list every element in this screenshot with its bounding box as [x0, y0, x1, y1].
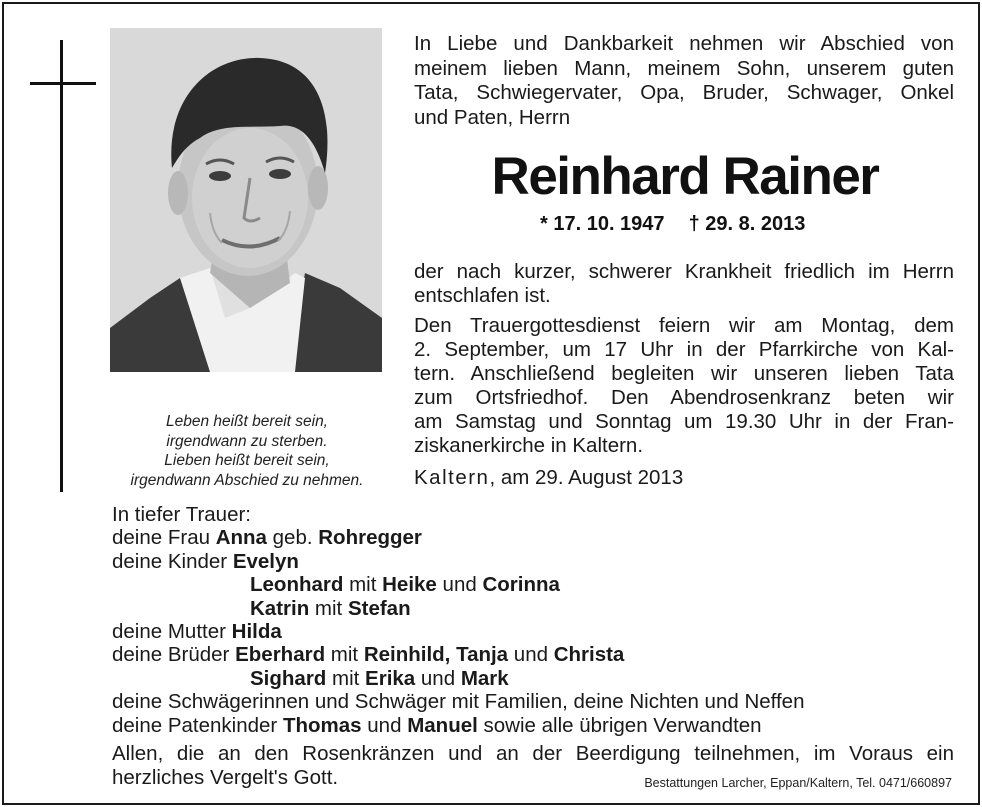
mourner-name: Thomas: [282, 713, 362, 737]
quote-line: irgendwann zu sterben.: [166, 432, 328, 450]
intro-line: und Paten, Herrn: [414, 105, 571, 129]
relation-label: deine Brüder: [112, 643, 236, 667]
quote-block: [108, 412, 386, 490]
mourner-name: Christa: [553, 643, 625, 667]
text-line: am Samstag und Sonntag um 19.30 Uhr in der Fran-: [414, 410, 954, 433]
portrait-photo: [110, 28, 382, 372]
text-line: Allen, die an den Rosenkränzen und an der Beerdigung teilnehmen, im Voraus ein: [112, 742, 954, 765]
cross-icon-vertical: [60, 40, 63, 492]
notice-date: , am 29. August 2013: [489, 466, 684, 489]
mourner-name: Mark: [460, 666, 509, 690]
text-line: 2. September, um 17 Uhr in der Pfarrkirche von Kal-: [414, 338, 954, 361]
mourner-row-children: [112, 597, 962, 620]
intro-text: [414, 32, 954, 130]
cross-icon-horizontal: [30, 82, 96, 85]
connector-text: und: [361, 713, 408, 737]
undertaker-credit: Bestattungen Larcher, Eppan/Kaltern, Tel. 0471/660897: [644, 776, 952, 790]
mourner-name: Rohregger: [318, 526, 422, 550]
mourner-name: Erika: [365, 666, 416, 690]
intro-line: Tata, Schwiegervater, Opa, Bruder, Schwager, Onkel: [414, 81, 954, 104]
connector-text: mit: [325, 643, 364, 667]
text-line: entschlafen ist.: [414, 284, 551, 307]
funeral-info-text: [414, 314, 954, 458]
mourner-name: Manuel: [407, 713, 478, 737]
text-line: tern. Anschließend begleiten wir unseren lieben Tata: [414, 362, 954, 385]
text-line: ziskanerkirche in Kaltern.: [414, 434, 644, 457]
mourner-row-brothers: [112, 667, 962, 690]
connector-text: mit: [309, 596, 348, 620]
text-line: herzliches Vergelt's Gott.: [112, 766, 339, 789]
connector-text: und: [415, 666, 461, 690]
connector-text: mit: [326, 666, 366, 690]
mourner-name: Hilda: [231, 620, 282, 644]
mourner-name: Stefan: [347, 596, 411, 620]
place-name: Kaltern: [414, 466, 490, 489]
mourner-name: Reinhild, Tanja: [363, 643, 509, 667]
life-dates: [540, 213, 829, 236]
connector-text: geb.: [266, 526, 319, 550]
mourner-row-inlaws: deine Schwägerinnen und Schwäger mit Familien, deine Nichten und Neffen: [112, 690, 805, 714]
relation-label: deine Frau: [112, 526, 216, 550]
quote-line: Lieben heißt bereit sein,: [164, 452, 330, 469]
mourner-row-mother: [112, 620, 962, 643]
mourner-name: Evelyn: [232, 549, 299, 573]
mourner-row-wife: [112, 526, 962, 549]
mourner-name: Leonhard: [250, 573, 344, 597]
text-line: der nach kurzer, schwerer Krankheit friedlich im Herrn: [414, 260, 954, 283]
mourner-name: Corinna: [482, 573, 560, 597]
connector-text: und: [508, 643, 554, 667]
relation-label: deine Patenkinder: [112, 713, 283, 737]
quote-line: Leben heißt bereit sein,: [166, 413, 328, 430]
text-line: Den Trauergottesdienst feiern wir am Montag, dem: [414, 314, 954, 337]
mourner-name: Katrin: [250, 596, 310, 620]
connector-text: und: [436, 573, 483, 597]
deceased-name: Reinhard Rainer: [491, 147, 879, 206]
connector-text: mit: [343, 573, 383, 597]
quote-line: irgendwann Abschied zu nehmen.: [130, 471, 364, 489]
intro-line: meinem lieben Mann, meinem Sohn, unserem guten: [414, 56, 954, 80]
mourner-row-godchildren: [112, 714, 962, 737]
mourner-row-children: [112, 573, 962, 596]
death-date: † 29. 8. 2013: [688, 213, 806, 235]
mourners-header: In tiefer Trauer:: [112, 503, 252, 526]
intro-line: In Liebe und Dankbarkeit nehmen wir Abschied von: [414, 32, 954, 55]
relation-label: deine Mutter: [112, 620, 232, 644]
mourner-name: Heike: [382, 573, 437, 597]
relation-label: deine Kinder: [112, 549, 233, 573]
text-line: zum Ortsfriedhof. Den Abendrosenkranz beten wir: [414, 386, 954, 409]
mourner-name: Anna: [215, 526, 267, 550]
mourner-name: Sighard: [250, 666, 327, 690]
place-date-line: [414, 466, 683, 490]
mourner-row-children: [112, 550, 962, 573]
death-notice-text: [414, 260, 954, 308]
mourners-list: [112, 503, 962, 737]
birth-date: * 17. 10. 1947: [540, 213, 665, 235]
mourner-name: Eberhard: [235, 643, 326, 667]
connector-text: sowie alle übrigen Verwandten: [477, 713, 762, 737]
mourner-row-brothers: [112, 643, 962, 666]
